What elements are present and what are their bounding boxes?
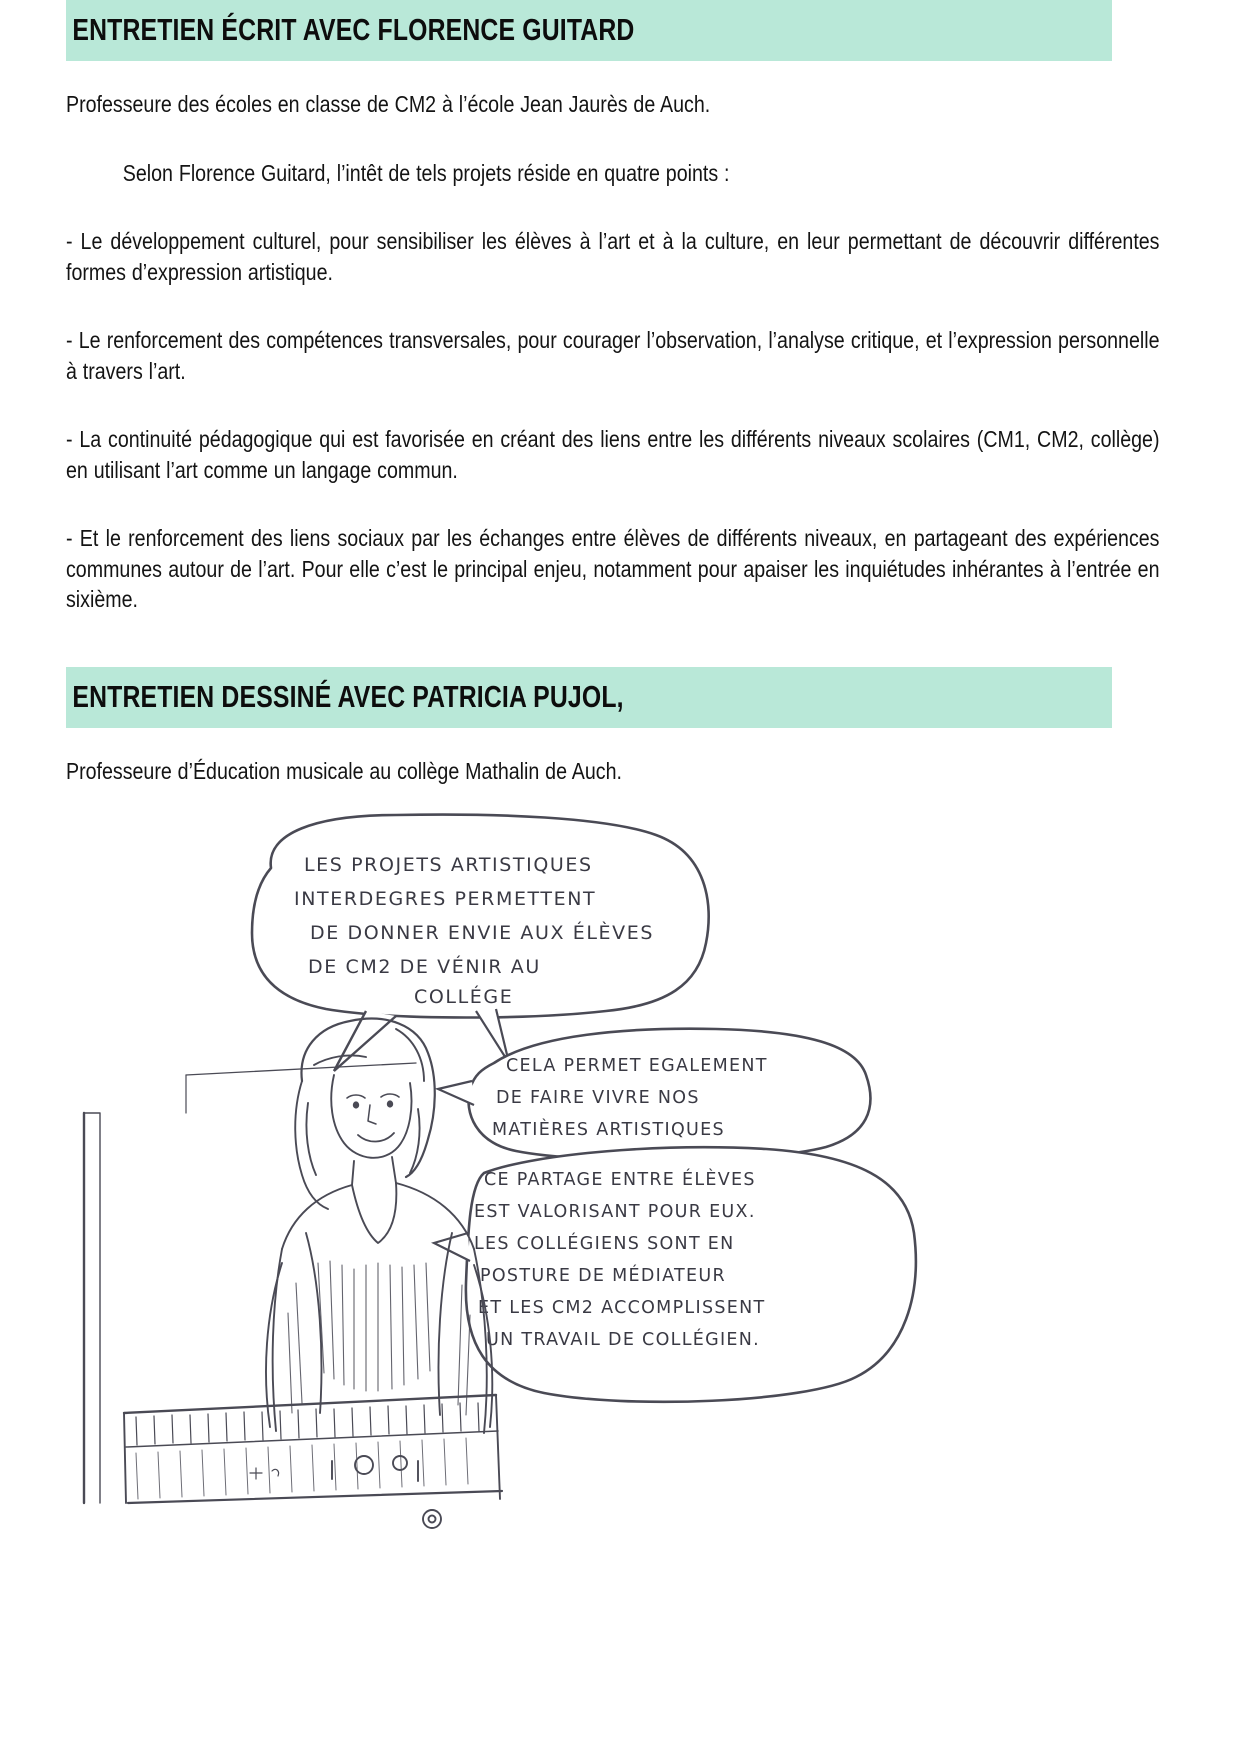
section-heading-bar-patricia-pujol <box>66 667 1112 728</box>
bubble-bottom-line-4: POSTURE DE MÉDIATEUR <box>480 1265 726 1286</box>
speech-bubble-bottom <box>434 1147 916 1402</box>
interview-drawing <box>66 813 1112 1573</box>
bubble-bottom-line-1: CE PARTAGE ENTRE ÉLÈVES <box>484 1169 756 1190</box>
bubble-top-line-2: INTERDEGRES PERMETTENT <box>294 887 597 910</box>
drawing-canvas <box>66 813 1112 1573</box>
bubble-middle-line-1: CELA PERMET EGALEMENT <box>506 1055 768 1076</box>
page-content-column <box>66 0 1160 1573</box>
bullet-developpement-culturel: - Le développement culturel, pour sensibiliser les élèves à l’art et à la culture, en leur permettant de découvrir différentes formes d’expression artistique. <box>66 228 1160 285</box>
bubble-top-line-1: LES PROJETS ARTISTIQUES <box>304 853 593 876</box>
bubble-bottom-line-6: UN TRAVAIL DE COLLÉGIEN. <box>486 1329 761 1350</box>
bubble-top-line-5: COLLÉGE <box>414 985 514 1008</box>
bubble-bottom-line-2: EST VALORISANT POUR EUX. <box>474 1201 756 1222</box>
section-heading-text: ENTRETIEN ÉCRIT AVEC FLORENCE GUITARD <box>72 12 635 47</box>
section-heading-bar-florence-guitard <box>66 0 1112 61</box>
bubble-bottom-line-3: LES COLLÉGIENS SONT EN <box>474 1233 735 1254</box>
bubble-middle-line-3: MATIÈRES ARTISTIQUES <box>492 1119 725 1140</box>
bubble-top-line-4: DE CM2 DE VÉNIR AU <box>308 955 541 978</box>
bubble-middle-line-2: DE FAIRE VIVRE NOS <box>496 1087 700 1108</box>
lede-florence-guitard: Professeure des écoles en classe de CM2 à l’école Jean Jaurès de Auch. <box>66 91 711 117</box>
lede-patricia-pujol: Professeure d’Éducation musicale au collège Mathalin de Auch. <box>66 758 622 785</box>
bullet-continuite-pedagogique: - La continuité pédagogique qui est favorisée en créant des liens entre les différents niveaux scolaires (CM1, CM2, collège) en utilisant l’art comme un langage commun. <box>66 426 1160 483</box>
figure-patricia-pujol <box>84 1018 502 1527</box>
intro-florence-guitard: Selon Florence Guitard, l’intêt de tels projets réside en quatre points : <box>122 159 730 186</box>
bullet-liens-sociaux: - Et le renforcement des liens sociaux par les échanges entre élèves de différents niveaux, en partageant des expériences communes autour de l’art. Pour elle c’est le principal enjeu, notamment pour apaiser les inquiétudes inhérantes à l’entrée en sixième. <box>66 525 1160 613</box>
section-heading-text: ENTRETIEN DESSINÉ AVEC PATRICIA PUJOL, <box>72 679 624 715</box>
bubble-bottom-line-5: ET LES CM2 ACCOMPLISSENT <box>478 1297 766 1318</box>
bubble-top-line-3: DE DONNER ENVIE AUX ÉLÈVES <box>310 921 655 944</box>
bullet-competences-transversales: - Le renforcement des compétences transversales, pour courager l’observation, l’analyse critique, et l’expression personnelle à travers l’art. <box>66 327 1160 384</box>
